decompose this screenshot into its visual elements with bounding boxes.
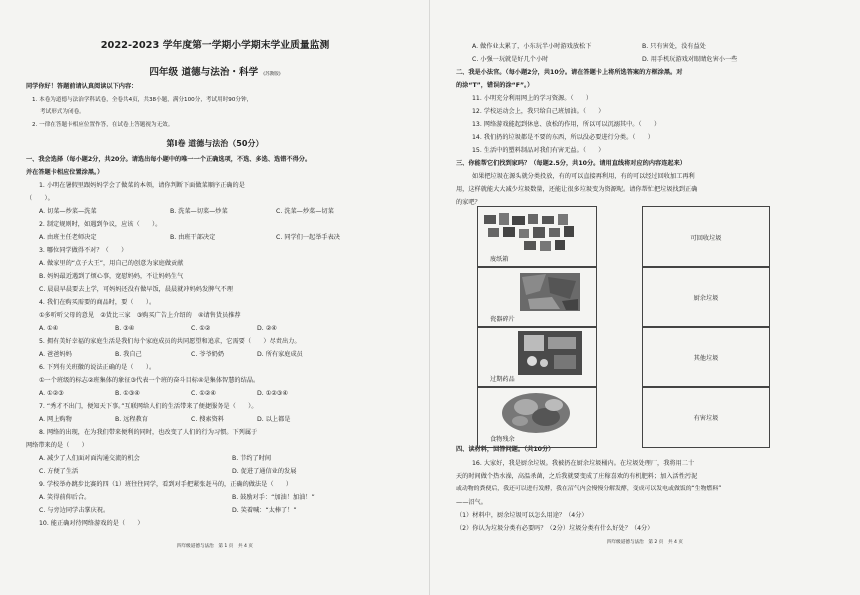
question-10-option-a: A. 做作业太累了，小东玩半小时游戏放松下 [472, 43, 592, 50]
question-7: 7. “秀才不出门，便知天下事。”互联网给人们的生活带来了便捷服务是（ ）。 [39, 403, 258, 410]
question-16-part-2: （2）你认为垃圾分类有必要吗？（2分）垃圾分类有什么好处？（4分） [456, 525, 654, 532]
question-16: 16. 大家好，我是厨余垃圾。我被扔在厨余垃圾桶内。在垃圾处理厂，我将用二十 [472, 460, 695, 467]
question-16-part-1: （1）材料中，厨余垃圾可以怎么用途？（4分） [456, 512, 588, 519]
bin-kitchen-waste: 厨余垃圾 [642, 266, 770, 328]
question-6-option-b: B. ①③④ [115, 390, 140, 397]
waste-item-ceramic [477, 266, 597, 328]
section-4-heading: 四、读材料，回答问题。（共10分） [456, 446, 555, 453]
question-8-option-b: B. 节约了时间 [232, 455, 272, 462]
question-4-statements: ①多听听父母的意见 ②货比三家 ③购买广告上介绍的 ④请售货员推荐 [39, 312, 241, 319]
question-2-option-a: A. 由班主任老师决定 [39, 234, 97, 241]
notice-1: 1. 本卷为道德与法治学科试卷，全卷共4页，共38小题，满分100分，考试用时90分钟， [32, 97, 253, 103]
question-4: 4. 我们在购买需要的商品时，要（ ）。 [39, 299, 156, 306]
question-7-option-d: D. 以上都是 [257, 416, 291, 423]
section-3-heading: 三、你能帮它们找到家吗？（每题2.5分，共10分。请用直线将对应的内容连起来） [456, 160, 686, 167]
ceramic-shards-image [480, 271, 592, 315]
section-2-heading: 二、我是小法官。（每小题2分，共10分。请在答题卡上将所选答案的方框涂黑。对 [456, 69, 683, 76]
question-16-line-4: ——沼气。 [456, 499, 487, 506]
notice-1-cont: 考试形式为闭卷。 [40, 109, 85, 115]
page-footer: 四年级道德与法治 第 2 页 共 4 页 [606, 540, 683, 545]
question-5-option-c: C. 爷爷奶奶 [191, 351, 225, 358]
question-16-line-3: 或动物的粪便后，我还可以进行发酵，我在沼气内会慢慢分解发酵，变成可以发电或做饭的“生物燃料” [456, 486, 722, 492]
question-1: 1. 小明在暑假里跟妈妈学会了做菜的本领，请你判断下面做菜顺序正确的是 [39, 182, 245, 189]
question-6-option-a: A. ①②③ [39, 390, 64, 397]
question-10: 10. 能正确对待网络游戏的是（ ） [39, 520, 144, 527]
question-2: 2. 制定规则时，如遇到争议，应该（ ）。 [39, 221, 162, 228]
waste-item-label: 过期药品 [490, 376, 515, 383]
section-1-heading-cont: 并在答题卡相应位置涂黑。） [26, 169, 104, 176]
question-4-option-a: A. ①④ [39, 325, 59, 332]
question-6-option-c: C. ①②④ [191, 390, 216, 397]
question-1-cont: （ ）。 [26, 195, 54, 202]
question-4-option-c: C. ①② [191, 325, 211, 332]
edition-tag: (苏教版) [263, 72, 281, 77]
question-6-statements: ①一个班级的标志②班集体的象征③代表一个班的奋斗目标④是集体智慧的结晶。 [39, 377, 260, 384]
question-16-line-2: 天的时间做个热水澡，高温杀菌，之后我就要变成了庄稼喜欢的有机肥料；加入活性污泥 [456, 473, 698, 480]
expired-medicine-image [480, 331, 592, 375]
subject-title: 四年级 道德与法治・科学 [149, 67, 259, 78]
question-8-option-a: A. 减少了人们面对面沟通交流的机会 [39, 455, 140, 462]
question-8-cont: 网络带来的是（ ） [26, 442, 88, 449]
question-1-option-b: B. 洗菜—切菜—炒菜 [170, 208, 228, 215]
bin-hazardous: 有害垃圾 [642, 386, 770, 448]
section-3-intro-cont: 用，这样就能大大减少垃圾数量，还能让很多垃圾变为资源呢。请你帮忙把垃圾找到正确 [456, 186, 698, 193]
question-6-option-d: D. ①②③④ [257, 390, 288, 397]
question-4-option-b: B. ③④ [115, 325, 135, 332]
question-11: 11. 小明充分利用网上的学习资源。（ ） [472, 95, 593, 102]
question-8-option-c: C. 方便了生活 [39, 468, 79, 475]
question-5-option-d: D. 所有家庭成员 [257, 351, 303, 358]
exam-subtitle [0, 62, 430, 78]
question-6: 6. 下列有关班徽的说法正确的是（ ）。 [39, 364, 156, 371]
question-8: 8. 网络的出现，在为我们带来便利的同时，也改变了人们的行为习惯。下列属于 [39, 429, 258, 436]
question-14: 14. 我们扔的垃圾都是不要的东西，所以没必要进行分类。（ ） [472, 134, 654, 141]
waste-item-cardboard [477, 206, 597, 268]
question-3-option-c: C. 晨晨早晨要去上学，可妈妈还没有做早饭，晨晨就冲妈妈发脾气不理 [39, 286, 233, 293]
cardboard-pieces-image [480, 211, 592, 255]
question-9-option-a: A. 笑得前仰后合。 [39, 494, 91, 501]
question-3: 3. 哪位同学做得不对？（ ） [39, 247, 128, 254]
question-9-option-c: C. 与旁边同学击掌庆祝。 [39, 507, 110, 514]
question-7-option-b: B. 远程教育 [115, 416, 148, 423]
bin-recyclable: 可回收垃圾 [642, 206, 770, 268]
notice-2: 2. 一律在答题卡相应位置作答，在试卷上答题视为无效。 [32, 122, 174, 128]
waste-item-medicine [477, 326, 597, 388]
question-10-option-c: C. 小强一玩就是好几个小时 [472, 56, 549, 63]
question-9-option-b: B. 鼓励对手：“加油！加油！” [232, 494, 315, 501]
waste-item-label: 废纸箱 [490, 256, 509, 263]
question-4-option-d: D. ②④ [257, 325, 277, 332]
question-1-option-c: C. 洗菜—炒菜—切菜 [276, 208, 334, 215]
question-12: 12. 学校运动会上，我只给自己班加油。（ ） [472, 108, 605, 115]
question-9: 9. 学校举办跳步比赛的四（1）班往往同学，看到对手把紧张赶马的，正确的做法是（ ） [39, 481, 293, 488]
volume-title: 第Ⅰ卷 道德与法治（50分） [166, 139, 264, 148]
section-2-heading-cont: 的涂“T”，错误的涂“F”。） [456, 82, 534, 89]
waste-item-food [477, 386, 597, 448]
question-10-option-d: D. 用手机玩游戏对眼睛危害小一些 [642, 56, 738, 63]
notice-heading: 同学你好！答题前请认真阅读以下内容： [26, 83, 138, 90]
section-3-intro: 如果把垃圾在源头就分类投放，有的可以直接再利用，有的可以经过回收加工再利 [472, 173, 695, 180]
question-3-option-a: A. 做家里的“点子大王”，用自己的创意为家庭做贡献 [39, 260, 184, 267]
question-5-option-b: B. 我自己 [115, 351, 142, 358]
section-1-heading: 一、我会选择（每小题2分，共20分。请选出每小题中的唯一一个正确选项，不选、多选、选错不得分。 [26, 156, 312, 163]
question-9-option-d: D. 笑着喊：“太棒了！” [232, 507, 297, 514]
question-13: 13. 网络游戏能起到休息、放松的作用，所以可以沉溺其中。（ ） [472, 121, 661, 128]
exam-title: 2022-2023 学年度第一学期小学期末学业质量监测 [100, 40, 330, 51]
waste-item-label: 瓷器碎片 [490, 316, 515, 323]
food-scraps-image [480, 391, 592, 435]
question-7-option-a: A. 网上购物 [39, 416, 72, 423]
question-2-option-c: C. 同学们一起举手表决 [276, 234, 340, 241]
question-10-option-b: B. 只有害处，没有益处 [642, 43, 706, 50]
bin-other-waste: 其他垃圾 [642, 326, 770, 388]
question-1-option-a: A. 切菜—炒菜—洗菜 [39, 208, 97, 215]
section-3-intro-end: 的家吧？ [456, 199, 481, 206]
question-3-option-b: B. 妈妈最近遇到了烦心事，宽慰妈妈，不让妈妈生气 [39, 273, 184, 280]
question-5: 5. 拥有美好幸福的家庭生活是我们每个家庭成员的共同愿望和追求，它需要（ ）尽责出力。 [39, 338, 301, 345]
question-5-option-a: A. 爸爸妈妈 [39, 351, 72, 358]
waste-item-label: 食物残余 [490, 436, 515, 443]
question-15: 15. 生活中的塑料制品对我们有害无益。（ ） [472, 147, 605, 154]
question-7-option-c: C. 搜索资料 [191, 416, 225, 423]
page-footer: 四年级道德与法治 第 1 页 共 4 页 [176, 544, 253, 549]
question-8-option-d: D. 促进了通信业的发展 [232, 468, 297, 475]
question-2-option-b: B. 由班干部决定 [170, 234, 216, 241]
